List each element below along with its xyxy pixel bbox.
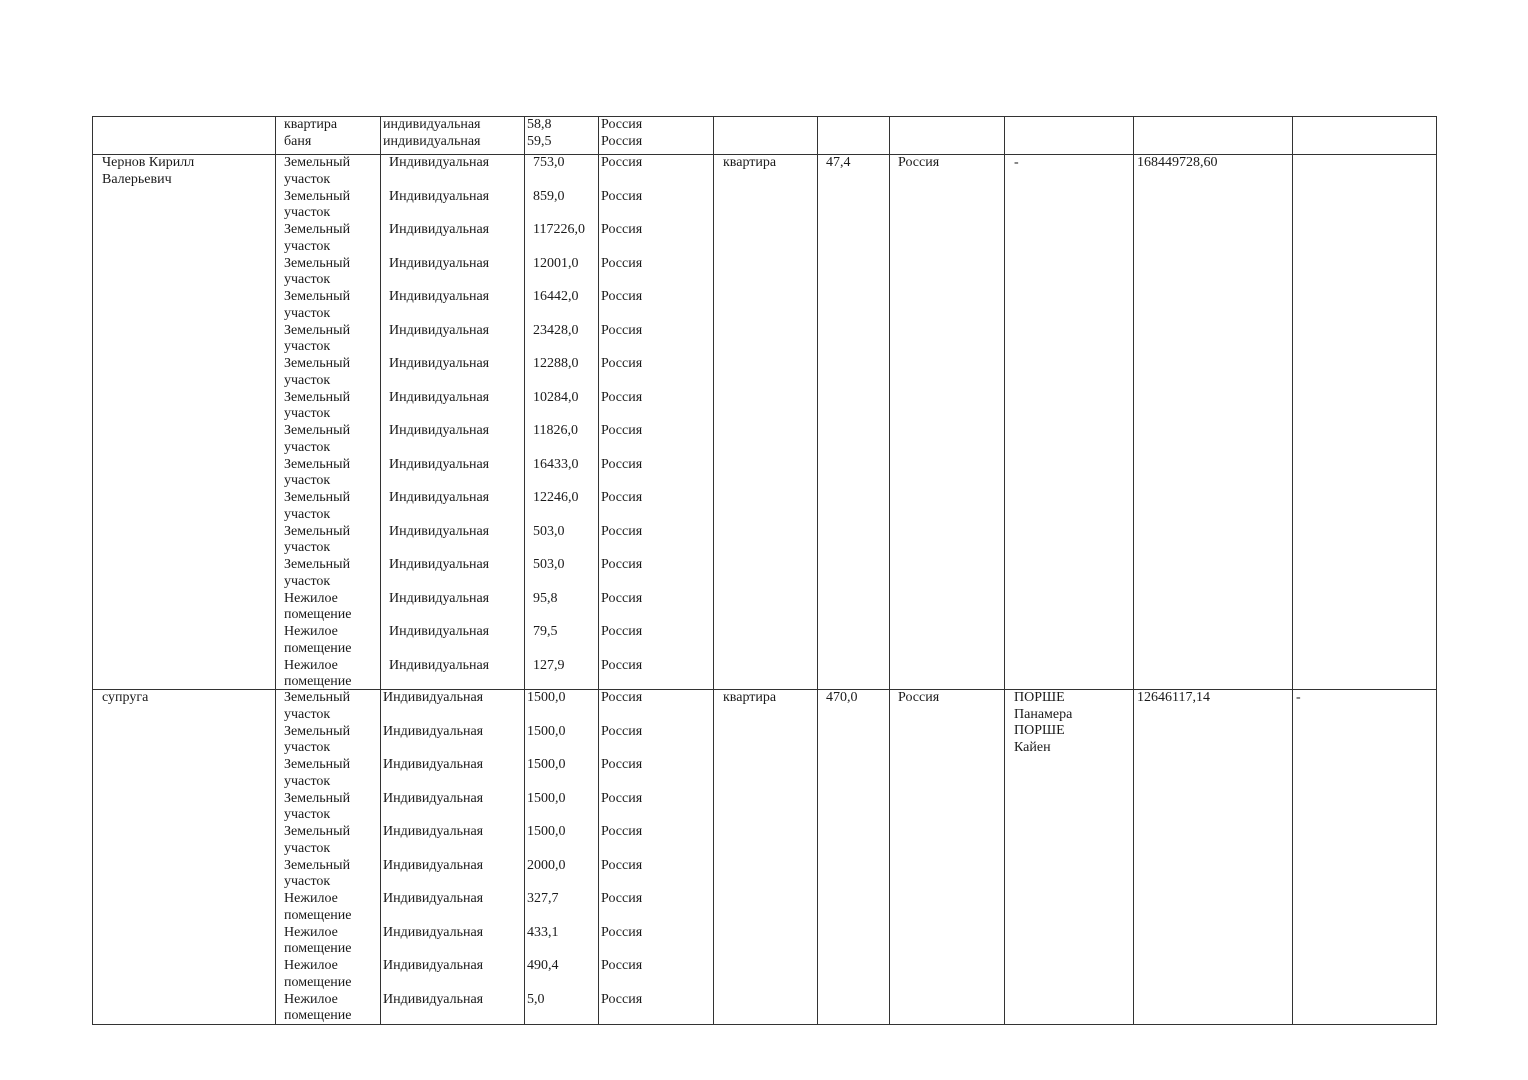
object-area: 59,5 [527, 134, 552, 149]
object-country: Россия [601, 690, 643, 705]
object-area: 327,7 [527, 891, 559, 906]
column-divider [1292, 116, 1293, 1025]
object-area: 12246,0 [533, 490, 579, 505]
ownership-kind: Индивидуальная [383, 690, 484, 705]
ownership-kind: Индивидуальная [389, 356, 490, 371]
ownership-kind: Индивидуальная [383, 958, 484, 973]
vehicles: ПОРШЕ Панамера ПОРШЕ Кайен [1014, 690, 1073, 755]
object-type: Земельный участок [284, 356, 351, 388]
object-type: Земельный участок [284, 790, 351, 822]
object-country: Россия [601, 389, 643, 405]
ownership-kind: Индивидуальная [389, 456, 490, 472]
object-area: 1500,0 [527, 757, 566, 772]
object-area: 1500,0 [527, 824, 566, 839]
ownership-kind: индивидуальная [383, 117, 481, 132]
object-type: Земельный участок [284, 757, 351, 789]
ownership-kind: Индивидуальная [389, 523, 490, 539]
object-area: 490,4 [527, 958, 559, 973]
ownership-kind: Индивидуальная [383, 824, 484, 839]
object-type: Нежилое помещение [284, 891, 352, 923]
ownership-kind: Индивидуальная [383, 891, 484, 906]
object-country: Россия [601, 222, 643, 237]
object-type: Земельный участок [284, 155, 351, 187]
object-area: 503,0 [533, 557, 565, 572]
object-country: Россия [601, 322, 643, 338]
object-country: Россия [601, 155, 643, 170]
object-area: 503,0 [533, 523, 565, 539]
object-area: 16433,0 [533, 456, 579, 472]
object-country: Россия [601, 356, 643, 371]
owner-name: Чернов Кирилл Валерьевич [102, 155, 195, 187]
used-object-country: Россия [898, 155, 940, 170]
object-country: Россия [601, 134, 643, 149]
object-type: Нежилое помещение [284, 991, 352, 1023]
object-type: Земельный участок [284, 523, 351, 555]
object-area: 433,1 [527, 924, 559, 940]
ownership-kind: Индивидуальная [383, 924, 484, 940]
ownership-kind: Индивидуальная [389, 657, 490, 673]
object-type: Земельный участок [284, 255, 351, 287]
object-type: Земельный участок [284, 289, 351, 321]
ownership-kind: Индивидуальная [389, 557, 490, 572]
object-country: Россия [601, 824, 643, 839]
object-area: 1500,0 [527, 690, 566, 705]
object-area: 5,0 [527, 991, 545, 1007]
object-area: 79,5 [533, 624, 558, 639]
annual-income: 168449728,60 [1137, 155, 1218, 170]
object-area: 58,8 [527, 117, 552, 132]
object-type: Земельный участок [284, 857, 351, 889]
ownership-kind: Индивидуальная [389, 188, 490, 204]
object-country: Россия [601, 289, 643, 304]
object-country: Россия [601, 117, 643, 132]
object-type: Земельный участок [284, 188, 351, 220]
used-object-type: квартира [723, 155, 777, 170]
object-country: Россия [601, 757, 643, 772]
object-type: Нежилое помещение [284, 590, 352, 622]
object-country: Россия [601, 958, 643, 973]
object-country: Россия [601, 624, 643, 639]
object-country: Россия [601, 255, 643, 271]
object-country: Россия [601, 523, 643, 539]
object-area: 95,8 [533, 590, 558, 606]
object-type: Земельный участок [284, 423, 351, 455]
ownership-kind: Индивидуальная [383, 857, 484, 873]
used-object-area: 470,0 [826, 690, 858, 705]
object-area: 23428,0 [533, 322, 579, 338]
object-type: Земельный участок [284, 557, 351, 589]
object-type: Земельный участок [284, 490, 351, 522]
used-object-area: 47,4 [826, 155, 851, 170]
column-divider [1436, 116, 1437, 1025]
object-country: Россия [601, 590, 643, 606]
ownership-kind: Индивидуальная [389, 490, 490, 505]
column-divider [1133, 116, 1134, 1025]
ownership-kind: Индивидуальная [389, 155, 490, 170]
object-area: 12288,0 [533, 356, 579, 371]
ownership-kind: индивидуальная [383, 134, 481, 149]
object-country: Россия [601, 188, 643, 204]
object-type: Земельный участок [284, 723, 351, 755]
funds-source: - [1296, 690, 1301, 705]
object-type: квартира [284, 117, 338, 132]
object-type: Нежилое помещение [284, 924, 352, 956]
object-type: Земельный участок [284, 456, 351, 488]
object-type: баня [284, 134, 312, 149]
object-area: 1500,0 [527, 790, 566, 806]
column-divider [275, 116, 276, 1025]
ownership-kind: Индивидуальная [383, 723, 484, 739]
object-country: Россия [601, 857, 643, 873]
column-divider [713, 116, 714, 1025]
vehicles: - [1014, 155, 1019, 170]
ownership-kind: Индивидуальная [389, 322, 490, 338]
object-area: 127,9 [533, 657, 565, 673]
object-country: Россия [601, 423, 643, 438]
ownership-kind: Индивидуальная [389, 222, 490, 237]
object-type: Земельный участок [284, 690, 351, 722]
object-country: Россия [601, 557, 643, 572]
column-divider [889, 116, 890, 1025]
ownership-kind: Индивидуальная [389, 289, 490, 304]
object-type: Нежилое помещение [284, 624, 352, 656]
object-area: 12001,0 [533, 255, 579, 271]
object-country: Россия [601, 924, 643, 940]
ownership-kind: Индивидуальная [389, 624, 490, 639]
object-type: Земельный участок [284, 222, 351, 254]
object-area: 753,0 [533, 155, 565, 170]
object-country: Россия [601, 657, 643, 673]
object-type: Нежилое помещение [284, 958, 352, 990]
column-divider [817, 116, 818, 1025]
column-divider [1004, 116, 1005, 1025]
object-country: Россия [601, 490, 643, 505]
ownership-kind: Индивидуальная [389, 590, 490, 606]
ownership-kind: Индивидуальная [383, 757, 484, 772]
object-type: Земельный участок [284, 322, 351, 354]
object-area: 10284,0 [533, 389, 579, 405]
owner-name: супруга [102, 690, 149, 705]
ownership-kind: Индивидуальная [389, 423, 490, 438]
object-type: Земельный участок [284, 824, 351, 856]
object-area: 2000,0 [527, 857, 566, 873]
object-area: 16442,0 [533, 289, 579, 304]
object-type: Земельный участок [284, 389, 351, 421]
annual-income: 12646117,14 [1137, 690, 1210, 705]
object-country: Россия [601, 723, 643, 739]
ownership-kind: Индивидуальная [389, 389, 490, 405]
object-country: Россия [601, 456, 643, 472]
object-area: 859,0 [533, 188, 565, 204]
object-area: 117226,0 [533, 222, 585, 237]
ownership-kind: Индивидуальная [389, 255, 490, 271]
ownership-kind: Индивидуальная [383, 790, 484, 806]
object-area: 1500,0 [527, 723, 566, 739]
object-country: Россия [601, 891, 643, 906]
used-object-country: Россия [898, 690, 940, 705]
ownership-kind: Индивидуальная [383, 991, 484, 1007]
object-country: Россия [601, 991, 643, 1007]
used-object-type: квартира [723, 690, 777, 705]
object-country: Россия [601, 790, 643, 806]
object-type: Нежилое помещение [284, 657, 352, 689]
column-divider [92, 116, 93, 1025]
object-area: 11826,0 [533, 423, 578, 438]
